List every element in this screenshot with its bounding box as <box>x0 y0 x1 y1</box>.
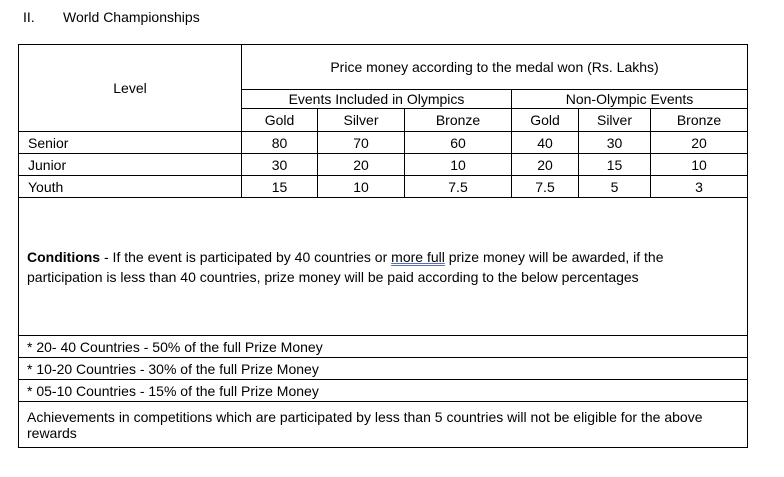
value-cell: 7.5 <box>405 176 512 198</box>
main-header: Price money according to the medal won (Rs. Lakhs) <box>242 45 748 90</box>
olympic-group-header: Events Included in Olympics <box>242 90 512 109</box>
percentage-row: * 05-10 Countries - 15% of the full Prize Money <box>19 380 748 402</box>
level-cell: Youth <box>19 176 242 198</box>
table-row <box>19 154 748 176</box>
prize-money-table <box>18 44 748 448</box>
value-cell: 30 <box>242 154 318 176</box>
value-cell: 7.5 <box>512 176 579 198</box>
table-row <box>19 176 748 198</box>
section-number: II. <box>23 9 35 25</box>
conditions-cell <box>19 198 748 336</box>
percentage-row: * 20- 40 Countries - 50% of the full Prize Money <box>19 336 748 358</box>
section-title: World Championships <box>63 9 200 25</box>
value-cell: 10 <box>405 154 512 176</box>
conditions-underlined: more full <box>391 248 445 265</box>
value-cell: 60 <box>405 132 512 154</box>
value-cell: 10 <box>318 176 405 198</box>
medal-header: Gold <box>242 109 318 132</box>
value-cell: 20 <box>512 154 579 176</box>
value-cell: 80 <box>242 132 318 154</box>
section-heading <box>23 9 200 25</box>
table-row <box>19 132 748 154</box>
value-cell: 30 <box>579 132 651 154</box>
medal-header: Silver <box>579 109 651 132</box>
level-cell: Senior <box>19 132 242 154</box>
value-cell: 15 <box>579 154 651 176</box>
value-cell: 5 <box>579 176 651 198</box>
value-cell: 3 <box>651 176 748 198</box>
conditions-label: Conditions <box>27 248 101 265</box>
level-header-cell <box>19 45 242 132</box>
medal-header: Silver <box>318 109 405 132</box>
level-header: Level <box>113 80 147 96</box>
value-cell: 40 <box>512 132 579 154</box>
value-cell: 15 <box>242 176 318 198</box>
eligibility-note: Achievements in competitions which are participated by less than 5 countries will not be eligible for the above rewards <box>19 402 748 448</box>
value-cell: 20 <box>318 154 405 176</box>
value-cell: 10 <box>651 154 748 176</box>
value-cell: 70 <box>318 132 405 154</box>
level-cell: Junior <box>19 154 242 176</box>
medal-header: Bronze <box>405 109 512 132</box>
conditions-text-after: prize money will be awarded, if the participation is less than 40 countries, prize money will be paid according to the below percentages <box>27 248 664 285</box>
percentage-row: * 10-20 Countries - 30% of the full Prize Money <box>19 358 748 380</box>
value-cell: 20 <box>651 132 748 154</box>
medal-header: Bronze <box>651 109 748 132</box>
non-olympic-group-header: Non-Olympic Events <box>512 90 748 109</box>
conditions-text-before: - If the event is participated by 40 countries or <box>100 248 392 265</box>
conditions-text <box>27 247 739 287</box>
medal-header: Gold <box>512 109 579 132</box>
